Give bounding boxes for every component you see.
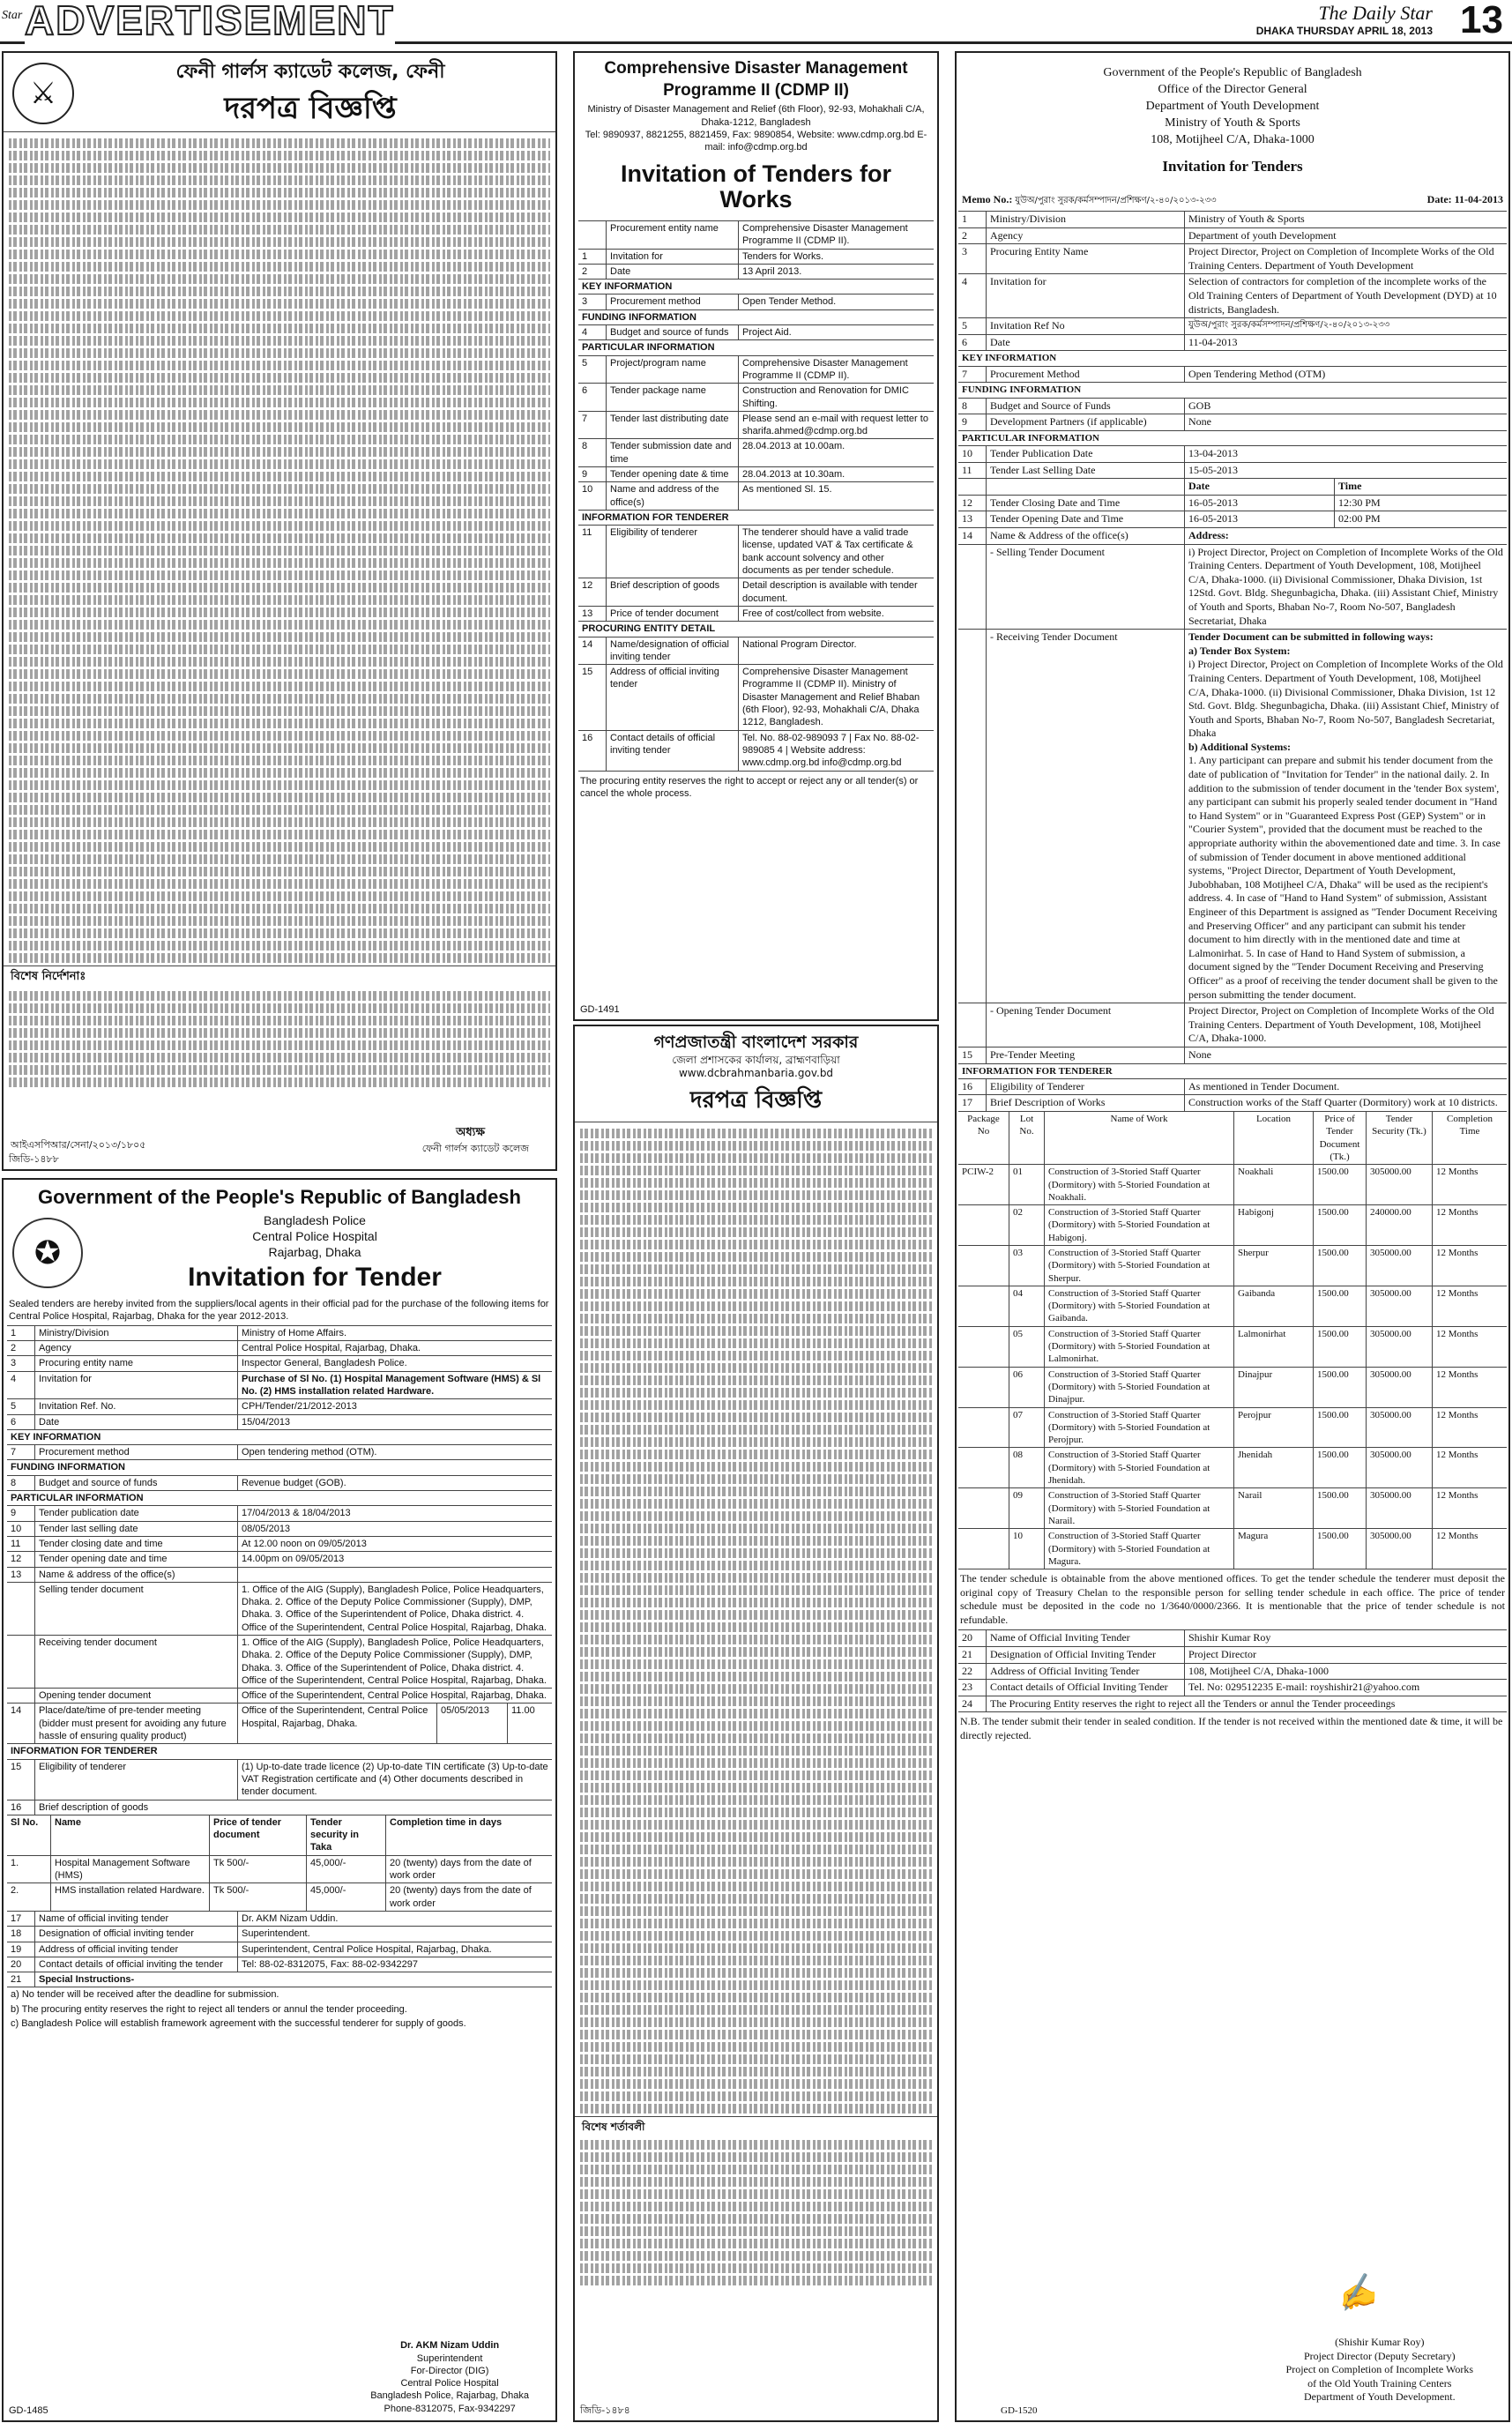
ad4-sub3: Rajarbag, Dhaka (268, 1244, 361, 1259)
ad4-gov: Government of the People's Republic of Bangladesh (38, 1186, 521, 1208)
ad4-code: GD-1485 (9, 2404, 48, 2416)
page-number: 13 (1460, 0, 1503, 41)
lot-row: 10 Construction of 3-Storied Staff Quarter (Dormitory) with 5-Storied Foundation at Magura. Magura 1500.00 305000.00 12 Months (958, 1529, 1507, 1569)
ad2-org: Comprehensive Disaster Management Programme II (CDMP II) (604, 59, 908, 100)
ad1-signer-org: ফেনী গার্লস ক্যাডেট কলেজ (421, 1142, 529, 1154)
ad-youth-development: Government of the People's Republic of Bangladesh Office of the Director General Department of Youth Development Ministry of Youth & Sports 108, Motijheel C/A, Dhaka-1000 Invitation for Tenders Memo No.: যুউঅ/পুরাং সুরক/কর্মসম্পাদন/প্রশিক্ষণ/২-৪০/২০১৩-২৩৩ Date: 11-04-2013 1 Ministry/Division Ministry of Youth & Sports 2 Agency Department of youth Development 3 Procuring Entity Name Project Director, Project on Completion of Incomplete Works of the Old Training Centers. Department of Youth Development 4 Invitation for Selection of contractors for completion of the incomplete works of the Old Training Centers of Department of Youth Development (DYD) at 10 districts, Bangladesh. 5 Invitation Ref No যুউঅ/পুরাং সুরক/কর্মসম্পাদন/প্রশিক্ষণ/২-৪০/২০১৩-২৩৩ 6 Date 11-04-2013 KEY INFORMATION 7 Procurement Method Open Tendering Method (OTM) FUNDING INFORMATION 8 Budget and Source of Funds GOB 9 Development Partners (if applicable) None PARTICULAR INFORMATION 10 Tender Publication Date 13-04-2013 11 Tender Last Selling Date 15-05-2013 Date Time 12 Tender Closing Date and Time 16-05-2013 12:30 PM 13 Tender Opening Date and Time 16-05-2013 02:00 PM 14 Name & Address of the office(s) Address: - Selling Tender Document i) Project Director, Project on Completion of Incomplete Works of the Old Training Centers. Department of Youth Development, 108, Motijheel C/A, Dhaka-1000. (ii) Divisional Commissioner, Dhaka Division, 1st 12Std. Govt. Bldg. Shegunbagicha, Dhaka. (iii) Assistant Chief, Ministry of Youth and Sports, Bhaban No-7, Room No-507, Bangladesh Secretariat, Dhaka - Receiving Tender Document Tender Document can be submitted in following ways: a) Tender Box System: i) Project Director, Project on Completion of Incomplete Works of the Old Training Centers. Department of Youth Development, 108, Motijheel C/A, Dhaka-1000. (ii) Divisional Commissioner, Dhaka Division, 1st 12 Std. Govt. Bldg. Shegunbagicha, Dhaka. (iii) Assistant Chief, Ministry of Youth and Sports, Bhaban No-7, Room No-507, Bangladesh Secretariat, Dhaka b) Additional Systems: 1. Any participant can prepare and submit his tender document from the date of publication of "Invitation for Tender" in the national daily. 2. In addition to the submission of tender document in the 'tender Box system', any participant can submit his properly sealed tender document in "Hand to Hand System" or in "Guaranteed Express Post (GEP) System" or in "Courier System", provided that the document must be reached to the appropriate authority within the abovementioned date and time. 3. In case of submission of Tender document in above mentioned additional systems, "Project Director, Department of Youth Development, Jubobhaban, 108 Motijheel C/A, Dhaka" will be used as the recipient's address. 4. In case of "Hand to Hand System" of submission, Assistant Engineer of this Department is assigned as "Tender Document Receiving and Preserving Officer" and any participant can submit his tender document to him directly with in the mentioned date and time at Lalmonirhat. 5. In case of Hand to Hand System of submission, a document signed by the "Tender Document Receiving and Preserving Officer" as a proof of receiving the tender document shall be given to the person submitting the tender document. - Opening Tender Document Project Director, Project on Completion of Incomplete Works of the Old Training Centers. Department of Youth Development, 108, Motijheel C/A, Dhaka-1000. 15 Pre-Tender Meeting None INFORMATION FOR TENDERER 16 Eligibility of Tenderer As mentioned in Tender Document. 17 Brief Description of Works Construction works of the Staff Quarter (Dormitory) work at 10 districts. Package No Lot No. Name of Work Location Price of Tender Document (Tk.) Tender Security (Tk.) Completion Time PCIW-2 01 Construction of 3-Storied Staff Quarter (Dormitory) with 5-Storied Foundation at Noakhali. Noakhali 1500.00 305000.00 12 Months 02 Construction of 3-Storied Staff Quarter (Dormitory) with 5-Storied Foundation at Habigonj. Habigonj 1500.00 240000.00 12 Months 03 Construction of 3-Storied Staff Quarter (Dormitory) with 5-Storied Foundation at Sherpur. Sherpur 1500.00 305000.00 12 Months 04 Construction of 3-Storied Staff Quarter (Dormitory) with 5-Storied Foundation at Gaibanda. Gaibanda 1500.00 305000.00 12 Months 05 Construction of 3-Storied Staff Quarter (Dormitory) with 5-Storied Foundation at Lalmonirhat. Lalmonirhat 1500.00 305000.00 12 Months 06 Construction of 3-Storied Staff Quarter (Dormitory) with 5-Storied Foundation at Dinajpur. Dinajpur 1500.00 305000.00 12 Months 07 Construction of 3-Storied Staff Quarter (Dormitory) with 5-Storied Foundation at Perojpur. Perojpur 1500.00 305000.00 12 Months 08 Construction of 3-Storied Staff Quarter (Dormitory) with 5-Storied Foundation at Jhenidah. Jhenidah 1500.00 305000.00 12 Months 09 Construction of 3-Storied Staff Quarter (Dormitory) with 5-Storied Foundation at Narail. Narail 1500.00 305000.00 12 Months 10 Construction of 3-Storied Staff Quarter (Dormitory) with 5-Storied Foundation at Magura. Magura 1500.00 305000.00 12 Months The tender schedule is obtainable from the above mentioned offices. To get the tender schedule the tenderer must deposit the original copy of Treasury Chelan to the responsible person for selling tender schedule in each office. The price of tender schedule must be deposited in the code no 1/3640/0000/2366. It is mentionable that the price of tender schedule is not refundable. 20 Name of Official Inviting Tender Shishir Kumar Roy 21 Designation of Official Inviting Tender Project Director 22 Address of Official Inviting Tender 108, Motijheel C/A, Dhaka-1000 23 Contact details of Official Inviting Tender Tel. No: 029512235 E-mail: royshishir21@yahoo.com 24 The Procuring Entity reserves the right to reject all the Tenders or annul the Tender proceedings N.B. The tender submit their tender in sealed condition. If the tender is not received within the mentioned date & time, it will be directly rejected. ✍ (Shishir Kumar Roy) Project Director (Deputy Secretary) Project on Completion of Incomplete Works of the Old Youth Training Centers Department of Youth Development. GD-1520 (955, 51, 1510, 2422)
issue-date: DHAKA THURSDAY APRIL 18, 2013 (1255, 25, 1433, 37)
ad1-code: জিডি-১৪৮৮ (9, 1152, 59, 1165)
ad1-signer: অধ্যক্ষ (456, 1126, 485, 1140)
ad4-sub2: Central Police Hospital (252, 1228, 377, 1243)
ad2-code: GD-1491 (580, 1003, 620, 1015)
ad1-ref: আইএসপিআর/সেনা/২০১৩/১৮০৫ (11, 1138, 146, 1151)
ad5-title: Invitation for Tenders (1162, 158, 1303, 175)
lot-row: 04 Construction of 3-Storied Staff Quarter (Dormitory) with 5-Storied Foundation at Gaibanda. Gaibanda 1500.00 305000.00 12 Months (958, 1286, 1507, 1327)
goods-row: 2. HMS installation related Hardware. Tk 500/- 45,000/- 20 (twenty) days from the date of work order (7, 1883, 552, 1912)
ad5-nb: N.B. The tender submit their tender in sealed condition. If the tender is not received within the mentioned date & time, it will be directly rejected. (960, 1715, 1503, 1742)
ad5-code: GD-1520 (1001, 2404, 1038, 2416)
ad3-notes-heading: বিশেষ শর্তাবলী (575, 2116, 937, 2138)
ad5-schedule-note: The tender schedule is obtainable from the above mentioned offices. To get the tender schedule the tenderer must deposit the original copy of Treasury Chelan to the responsible person for selling tender schedule in each office. The price of tender schedule must be deposited in the code no 1/3640/0000/2366. It is mentionable that the price of tender schedule is not refundable. (960, 1572, 1505, 1626)
ad4-intro: Sealed tenders are hereby invited from the suppliers/local agents in their official pad for the purchase of the following items for Central Police Hospital, Rajarbag, Dhaka for the year 2012-2013. (9, 1299, 549, 1323)
ad3-code: জিডি-১৪৮৪ (580, 2404, 630, 2416)
signature-mark-icon: ✍ (1332, 2271, 1381, 2316)
ad3-title: দরপত্র বিজ্ঞপ্তি (689, 1086, 823, 1114)
masthead (0, 0, 1512, 44)
lot-row: 09 Construction of 3-Storied Staff Quarter (Dormitory) with 5-Storied Foundation at Narail. Narail 1500.00 305000.00 12 Months (958, 1488, 1507, 1529)
goods-row: 1. Hospital Management Software (HMS) Tk 500/- 45,000/- 20 (twenty) days from the date of work order (7, 1856, 552, 1884)
ad3-table-text (575, 1122, 937, 2114)
ad-cdmp-tender (573, 51, 939, 1021)
ad2-contact: Tel: 9890937, 8821255, 8821459, Fax: 9890854, Website: www.cdmp.org.bd E-mail: info@cdmp.org.bd (585, 129, 927, 153)
ad2-footer: The procuring entity reserves the right to accept or reject any or all tender(s) or cancel the whole process. (580, 775, 919, 799)
lot-row: 05 Construction of 3-Storied Staff Quarter (Dormitory) with 5-Storied Foundation at Lalmonirhat. Lalmonirhat 1500.00 305000.00 12 Months (958, 1327, 1507, 1368)
ad3-office: জেলা প্রশাসকের কার্যালয়, ব্রাহ্মণবাড়িয়া (672, 1053, 840, 1066)
ad3-web: www.dcbrahmanbaria.gov.bd (678, 1067, 834, 1080)
lots-table-body (958, 1165, 1507, 1569)
lot-row: 03 Construction of 3-Storied Staff Quarter (Dormitory) with 5-Storied Foundation at Sherpur. Sherpur 1500.00 305000.00 12 Months (958, 1246, 1507, 1286)
lot-row: 07 Construction of 3-Storied Staff Quarter (Dormitory) with 5-Storied Foundation at Perojpur. Perojpur 1500.00 305000.00 12 Months (958, 1408, 1507, 1449)
paper-name: The Daily Star (1318, 2, 1433, 24)
police-emblem-icon: ✪ (12, 1218, 83, 1288)
star-logo: Star (2, 9, 23, 22)
lot-row: 06 Construction of 3-Storied Staff Quarter (Dormitory) with 5-Storied Foundation at Dinajpur. Dinajpur 1500.00 305000.00 12 Months (958, 1368, 1507, 1408)
college-crest-icon: ⚔ (12, 63, 74, 124)
ad4-table: 1 Ministry/Division Ministry of Home Affairs. 2 Agency Central Police Hospital, Rajarbag, Dhaka. 3 Procuring entity name Inspector General, Bangladesh Police. 4 Invitation for Purchase of Sl No. (1) Hospital Management Software (HMS) & Sl No. (2) HMS installation related Hardware. 5 Invitation Ref. No. CPH/Tender/21/2012-2013 6 Date 15/04/2013 KEY INFORMATION 7 Procurement method Open tendering method (OTM). FUNDING INFORMATION 8 Budget and source of funds Revenue budget (GOB). PARTICULAR INFORMATION 9 Tender publication date 17/04/2013 & 18/04/2013 10 Tender last selling date 08/05/2013 11 Tender closing date and time At 12.00 noon on 09/05/2013 12 Tender opening date and time 14.00pm on 09/05/2013 13 Name & address of the office(s) Selling tender document 1. Office of the AIG (Supply), Bangladesh Police, Police Headquarters, Dhaka. 2. Office of the Deputy Police Commissioner (Supply), DMP, Dhaka. 3. Office of the Superintendent of Police, Dhaka district. 4. Office of the Superintendent, Central Police Hospital, Rajarbag, Dhaka. Receiving tender document 1. Office of the AIG (Supply), Bangladesh Police, Police Headquarters, Dhaka. 2. Office of the Deputy Police Commissioner (Supply), DMP, Dhaka. 3. Office of the Superintendent of Police, Dhaka district. 4. Office of the Superintendent, Central Police Hospital, Rajarbag, Dhaka. Opening tender document Office of the Superintendent, Central Police Hospital, Rajarbag, Dhaka. 14 Place/date/time of pre-tender meeting (bidder must present for avoiding any future hassle of ensuring quality product) Office of the Superintendent, Central Police Hospital, Rajarbag, Dhaka. 05/05/2013 11.00 INFORMATION FOR TENDERER 15 Eligibility of tenderer (1) Up-to-date trade licence (2) Up-to-date TIN certificate (3) Up-to-date VAT Registration certificate and (4) Other documents described in tender document. 16 Brief description of goods Sl No. Name Price of tender document Tender security in Taka Completion time in days 1. Hospital Management Software (HMS) Tk 500/- 45,000/- 20 (twenty) days from the date of work order 2. HMS installation related Hardware. Tk 500/- 45,000/- 20 (twenty) days from the date of work order 17 Name of official inviting tender Dr. AKM Nizam Uddin. 18 Designation of official inviting tender Superintendent. 19 Address of official inviting tender Superintendent, Central Police Hospital, Rajarbag, Dhaka. 20 Contact details of official inviting the tender Tel: 88-02-8312075, Fax: 88-02-9342297 21 Special Instructions- a) No tender will be received after the deadline for submission. b) The procuring entity reserves the right to reject all tenders or annul the tender proceeding. c) Bangladesh Police will establish framework agreement with the successful tenderer for supply of goods. (7, 1325, 552, 2032)
ad4-sub1: Bangladesh Police (264, 1212, 366, 1227)
ad-dc-brahmanbaria (573, 1025, 939, 2422)
lot-row: 02 Construction of 3-Storied Staff Quarter (Dormitory) with 5-Storied Foundation at Habigonj. Habigonj 1500.00 240000.00 12 Months (958, 1205, 1507, 1246)
lot-row: 08 Construction of 3-Storied Staff Quarter (Dormitory) with 5-Storied Foundation at Jhenidah. Jhenidah 1500.00 305000.00 12 Months (958, 1448, 1507, 1488)
ad-police-hospital (2, 1178, 557, 2422)
ad1-title: দরপত্র বিজ্ঞপ্তি (224, 90, 397, 126)
ad1-org: ফেনী গার্লস ক্যাডেট কলেজ, ফেনী (175, 61, 445, 83)
ad1-table-text (4, 131, 555, 963)
ad5-signature: (Shishir Kumar Roy) Project Director (Deputy Secretary) Project on Completion of Incomplete Works of the Old Youth Training Centers Department of Youth Development. (1285, 2336, 1473, 2404)
section-title: ADVERTISEMENT (25, 0, 395, 44)
ad4-signature: Dr. AKM Nizam Uddin Superintendent For-Director (DIG) Central Police Hospital Bangladesh Police, Rajarbag, Dhaka Phone-8312075, Fax-9342297 (370, 2340, 529, 2414)
ad5-header: Government of the People's Republic of Bangladesh Office of the Director General Department of Youth Development Ministry of Youth & Sports 108, Motijheel C/A, Dhaka-1000 Invitation for Tenders (957, 53, 1508, 177)
ad4-title: Invitation for Tender (188, 1263, 442, 1293)
ad2-title: Invitation of Tenders for Works (620, 160, 891, 213)
ad5-table: 1 Ministry/Division Ministry of Youth & Sports 2 Agency Department of youth Development 3 Procuring Entity Name Project Director, Project on Completion of Incomplete Works of the Old Training Centers. Department of Youth Development 4 Invitation for Selection of contractors for completion of the incomplete works of the Old Training Centers of Department of Youth Development (DYD) at 10 districts, Bangladesh. 5 Invitation Ref No যুউঅ/পুরাং সুরক/কর্মসম্পাদন/প্রশিক্ষণ/২-৪০/২০১৩-২৩৩ 6 Date 11-04-2013 KEY INFORMATION 7 Procurement Method Open Tendering Method (OTM) FUNDING INFORMATION 8 Budget and Source of Funds GOB 9 Development Partners (if applicable) None PARTICULAR INFORMATION 10 Tender Publication Date 13-04-2013 11 Tender Last Selling Date 15-05-2013 Date Time 12 Tender Closing Date and Time 16-05-2013 12:30 PM 13 Tender Opening Date and Time 16-05-2013 02:00 PM 14 Name & Address of the office(s) Address: - Selling Tender Document i) Project Director, Project on Completion of Incomplete Works of the Old Training Centers. Department of Youth Development, 108, Motijheel C/A, Dhaka-1000. (ii) Divisional Commissioner, Dhaka Division, 1st 12Std. Govt. Bldg. Shegunbagicha, Dhaka. (iii) Assistant Chief, Ministry of Youth and Sports, Bhaban No-7, Room No-507, Bangladesh Secretariat, Dhaka - Receiving Tender Document Tender Document can be submitted in following ways: a) Tender Box System: i) Project Director, Project on Completion of Incomplete Works of the Old Training Centers. Department of Youth Development, 108, Motijheel C/A, Dhaka-1000. (ii) Divisional Commissioner, Dhaka Division, 1st 12 Std. Govt. Bldg. Shegunbagicha, Dhaka. (iii) Assistant Chief, Ministry of Youth and Sports, Bhaban No-7, Room No-507, Bangladesh Secretariat, Dhaka b) Additional Systems: 1. Any participant can prepare and submit his tender document from the date of publication of "Invitation for Tender" in the national daily. 2. In addition to the submission of tender document in the 'tender Box system', any participant can submit his properly sealed tender document in "Hand to Hand System" or in "Guaranteed Express Post (GEP) System" or in "Courier System", provided that the document must be reached to the appropriate authority within the abovementioned date and time. 3. In case of submission of Tender document in above mentioned additional systems, "Project Director, Department of Youth Development, Jubobhaban, 108 Motijheel C/A, Dhaka" will be used as the recipient's address. 4. In case of "Hand to Hand System" of submission, Assistant Engineer of this Department is assigned as "Tender Document Receiving and Preserving Officer" and any participant can submit his tender document to him directly with in the mentioned date and time at Lalmonirhat. 5. In case of Hand to Hand System of submission, a document signed by the "Tender Document Receiving and Preserving Officer" as a proof of receiving the tender document shall be given to the person submitting the tender document. - Opening Tender Document Project Director, Project on Completion of Incomplete Works of the Old Training Centers. Department of Youth Development, 108, Motijheel C/A, Dhaka-1000. 15 Pre-Tender Meeting None INFORMATION FOR TENDERER 16 Eligibility of Tenderer As mentioned in Tender Document. 17 Brief Description of Works Construction works of the Staff Quarter (Dormitory) work at 10 districts. Package No Lot No. Name of Work Location Price of Tender Document (Tk.) Tender Security (Tk.) Completion Time PCIW-2 01 Construction of 3-Storied Staff Quarter (Dormitory) with 5-Storied Foundation at Noakhali. Noakhali 1500.00 305000.00 12 Months 02 Construction of 3-Storied Staff Quarter (Dormitory) with 5-Storied Foundation at Habigonj. Habigonj 1500.00 240000.00 12 Months 03 Construction of 3-Storied Staff Quarter (Dormitory) with 5-Storied Foundation at Sherpur. Sherpur 1500.00 305000.00 12 Months 04 Construction of 3-Storied Staff Quarter (Dormitory) with 5-Storied Foundation at Gaibanda. Gaibanda 1500.00 305000.00 12 Months 05 Construction of 3-Storied Staff Quarter (Dormitory) with 5-Storied Foundation at Lalmonirhat. Lalmonirhat 1500.00 305000.00 12 Months 06 Construction of 3-Storied Staff Quarter (Dormitory) with 5-Storied Foundation at Dinajpur. Dinajpur 1500.00 305000.00 12 Months 07 Construction of 3-Storied Staff Quarter (Dormitory) with 5-Storied Foundation at Perojpur. Perojpur 1500.00 305000.00 12 Months 08 Construction of 3-Storied Staff Quarter (Dormitory) with 5-Storied Foundation at Jhenidah. Jhenidah 1500.00 305000.00 12 Months 09 Construction of 3-Storied Staff Quarter (Dormitory) with 5-Storied Foundation at Narail. Narail 1500.00 305000.00 12 Months 10 Construction of 3-Storied Staff Quarter (Dormitory) with 5-Storied Foundation at Magura. Magura 1500.00 305000.00 12 Months (958, 211, 1507, 1569)
ad2-address: Ministry of Disaster Management and Relief (6th Floor), 92-93, Mohakhali C/A, Dhaka-1212, Bangladesh (587, 104, 925, 128)
ad2-table: Procurement entity name Comprehensive Disaster Management Programme II (CDMP II). 1 Invitation for Tenders for Works. 2 Date 13 April 2013. KEY INFORMATION 3 Procurement method Open Tender Method. FUNDING INFORMATION 4 Budget and source of funds Project Aid. PARTICULAR INFORMATION 5 Project/program name Comprehensive Disaster Management Programme II (CDMP II). 6 Tender package name Construction and Renovation for DMIC Shifting. 7 Tender last distributing date Please send an e-mail with request letter to sharifa.ahmed@cdmp.org.bd 8 Tender submission date and time 28.04.2013 at 10.00am. 9 Tender opening date & time 28.04.2013 at 10.30am. 10 Name and address of the office(s) As mentioned Sl. 15. INFORMATION FOR TENDERER 11 Eligibility of tenderer The tenderer should have a valid trade license, updated VAT & Tax certificate & bank account solvency and other documents as per tender schedule. 12 Brief description of goods Detail description is available with tender document. 13 Price of tender document Free of cost/collect from website. PROCURING ENTITY DETAIL 14 Name/designation of official inviting tender National Program Director. 15 Address of official inviting tender Comprehensive Disaster Management Programme II (CDMP II). Ministry of Disaster Management and Relief Bhaban (6th Floor), 92-93, Mohakhali C/A, Dhaka 1212, Bangladesh. 16 Contact details of official inviting tender Tel. No. 88-02-989093 7 | Fax No. 88-02-989085 4 | Website address: www.cdmp.org.bd info@cdmp.org.bd (578, 220, 934, 772)
ad1-notes-heading: বিশেষ নির্দেশনাঃ (4, 965, 555, 988)
ad-feni-cadet-college (2, 51, 557, 1171)
ad3-gov: গণপ্রজাতন্ত্রী বাংলাদেশ সরকার (653, 1033, 859, 1052)
lot-row: PCIW-2 01 Construction of 3-Storied Staff Quarter (Dormitory) with 5-Storied Foundation at Noakhali. Noakhali 1500.00 305000.00 12 Months (958, 1165, 1507, 1205)
